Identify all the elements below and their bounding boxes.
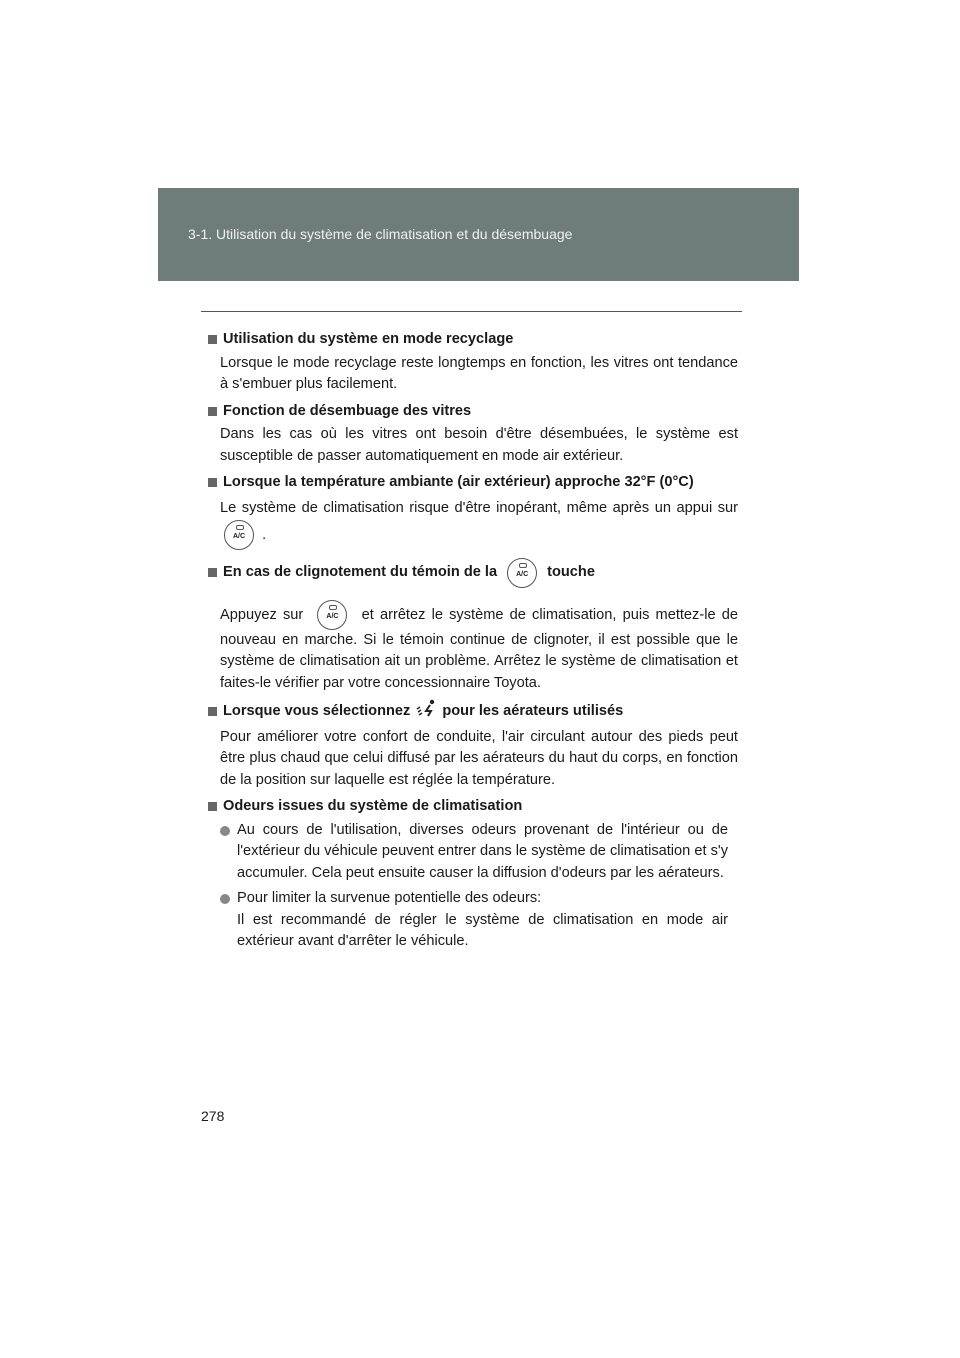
section-body	[220, 496, 738, 550]
section-body	[220, 600, 738, 695]
list-item-text: Pour limiter la survenue potentielle des odeurs:	[237, 890, 542, 906]
section-title: 3-1. Utilisation du système de climatisation et du désembuage	[188, 226, 573, 242]
section-heading	[208, 558, 738, 588]
heading-square-icon	[208, 568, 217, 577]
bullet-dot-icon	[220, 894, 230, 904]
page-number: 278	[201, 1108, 225, 1124]
heading-text: En cas de clignotement du témoin de la	[223, 563, 498, 580]
heading-text: Utilisation du système en mode recyclage	[223, 331, 514, 347]
body-text: et arrêtez le système de climatisation, puis mettez-le de nouveau en marche. Si le témoin continue de clignoter, il est possible que le système de climatisation ait un problème. Arrêtez le système de climatisation et faites-le vérifier par votre concessionnaire Toyota.	[220, 606, 738, 691]
bullet-dot-icon	[220, 826, 230, 836]
ac-button-icon: A/C	[224, 520, 254, 550]
heading-square-icon	[208, 802, 217, 811]
list-item-text: Au cours de l'utilisation, diverses odeurs provenant de l'intérieur ou de l'extérieur du véhicule peuvent entrer dans le système de climatisation et s'y accumuler. Cela peut ensuite causer la diffusion d'odeurs par les aérateurs.	[237, 821, 728, 881]
body-text: Appuyez sur	[220, 606, 304, 623]
section-heading	[208, 401, 738, 423]
section-body: Pour améliorer votre confort de conduite, l'air circulant autour des pieds peut être plus chaud que celui diffusé par les aérateurs du haut du corps, en fonction de la position sur laquelle est réglée la température.	[220, 728, 738, 788]
list-item	[220, 820, 738, 885]
heading-text: Fonction de désembuage des vitres	[223, 402, 472, 419]
heading-text: pour les aérateurs utilisés	[442, 703, 624, 719]
section-heading	[208, 472, 738, 494]
page-content	[208, 329, 738, 957]
section-body: Dans les cas où les vitres ont besoin d'être désembuées, le système est susceptible de passer automatiquement en mode air extérieur.	[220, 426, 738, 464]
body-text: Le système de climatisation risque d'être inopérant, même après un appui sur	[220, 499, 738, 516]
ac-button-icon: A/C	[317, 600, 347, 630]
heading-square-icon	[208, 335, 217, 344]
body-text: .	[262, 526, 267, 543]
section-heading	[208, 796, 738, 818]
heading-square-icon	[208, 407, 217, 416]
heading-text: Odeurs issues du système de climatisation	[223, 798, 523, 814]
heading-square-icon	[208, 478, 217, 487]
heading-text: touche	[547, 563, 595, 580]
section-body: Lorsque le mode recyclage reste longtemps en fonction, les vitres ont tendance à s'embuer plus facilement.	[220, 354, 738, 392]
section-heading	[208, 329, 738, 351]
section-heading	[208, 699, 738, 725]
heading-square-icon	[208, 707, 217, 716]
foot-vent-icon	[415, 699, 437, 725]
heading-text: Lorsque vous sélectionnez	[223, 703, 411, 719]
header-band	[158, 188, 799, 281]
divider	[201, 311, 742, 312]
list-item-text: Il est recommandé de régler le système de climatisation en mode air extérieur avant d'arrêter le véhicule.	[237, 911, 728, 949]
heading-text: Lorsque la température ambiante (air extérieur) approche 32°F (0°C)	[223, 474, 694, 490]
ac-button-icon: A/C	[507, 558, 537, 588]
list-item	[220, 888, 738, 953]
